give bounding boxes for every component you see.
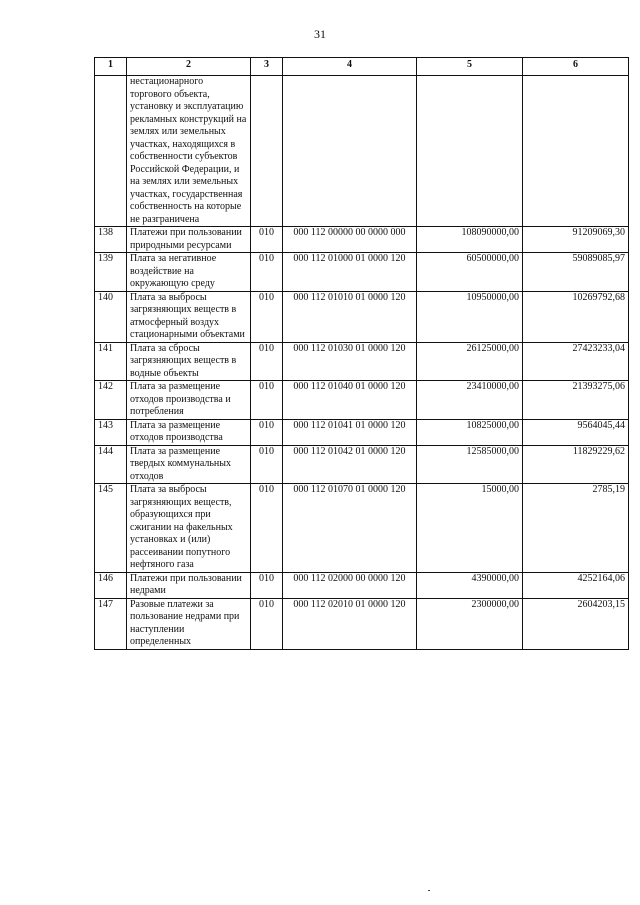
row-plan: 10950000,00 (417, 291, 523, 342)
row-fact: 21393275,06 (523, 381, 629, 420)
row-number: 140 (95, 291, 127, 342)
row-number (95, 76, 127, 227)
row-fact: 2785,19 (523, 484, 629, 573)
row-code: 010 (251, 342, 283, 381)
row-name: Плата за сбросы загрязняющих веществ в водные объекты (127, 342, 251, 381)
row-code: 010 (251, 381, 283, 420)
row-code: 010 (251, 253, 283, 292)
row-kbk: 000 112 00000 00 0000 000 (283, 227, 417, 253)
row-kbk: 000 112 01070 01 0000 120 (283, 484, 417, 573)
row-number: 146 (95, 572, 127, 598)
column-header-5: 5 (417, 58, 523, 76)
row-kbk: 000 112 01040 01 0000 120 (283, 381, 417, 420)
row-plan: 12585000,00 (417, 445, 523, 484)
table-row (95, 291, 629, 342)
row-code: 010 (251, 484, 283, 573)
table-row (95, 342, 629, 381)
row-number: 141 (95, 342, 127, 381)
row-number: 139 (95, 253, 127, 292)
table-row (95, 445, 629, 484)
row-plan: 26125000,00 (417, 342, 523, 381)
table-row (95, 381, 629, 420)
row-plan: 10825000,00 (417, 419, 523, 445)
column-header-6: 6 (523, 58, 629, 76)
budget-table (94, 57, 629, 650)
row-plan: 60500000,00 (417, 253, 523, 292)
row-code: 010 (251, 291, 283, 342)
row-kbk (283, 76, 417, 227)
row-name: Плата за размещение твердых коммунальных отходов (127, 445, 251, 484)
row-fact (523, 76, 629, 227)
row-plan: 4390000,00 (417, 572, 523, 598)
row-code: 010 (251, 419, 283, 445)
table-row (95, 572, 629, 598)
row-name: Плата за размещение отходов производства (127, 419, 251, 445)
row-fact: 11829229,62 (523, 445, 629, 484)
page-number: 31 (314, 27, 326, 41)
row-plan: 108090000,00 (417, 227, 523, 253)
row-number: 147 (95, 598, 127, 649)
row-fact: 2604203,15 (523, 598, 629, 649)
row-plan: 23410000,00 (417, 381, 523, 420)
row-plan: 2300000,00 (417, 598, 523, 649)
table-row (95, 253, 629, 292)
row-fact: 27423233,04 (523, 342, 629, 381)
row-fact: 10269792,68 (523, 291, 629, 342)
row-kbk: 000 112 01030 01 0000 120 (283, 342, 417, 381)
row-kbk: 000 112 01041 01 0000 120 (283, 419, 417, 445)
row-code (251, 76, 283, 227)
row-kbk: 000 112 02000 00 0000 120 (283, 572, 417, 598)
table-row (95, 227, 629, 253)
row-name: Разовые платежи за пользование недрами при наступлении определенных (127, 598, 251, 649)
row-number: 144 (95, 445, 127, 484)
column-header-3: 3 (251, 58, 283, 76)
row-name: Плата за выбросы загрязняющих веществ в атмосферный воздух стационарными объектами (127, 291, 251, 342)
scan-mark (428, 890, 430, 891)
row-code: 010 (251, 227, 283, 253)
header-row (95, 58, 629, 76)
row-kbk: 000 112 01010 01 0000 120 (283, 291, 417, 342)
row-fact: 9564045,44 (523, 419, 629, 445)
row-number: 142 (95, 381, 127, 420)
row-kbk: 000 112 01042 01 0000 120 (283, 445, 417, 484)
row-fact: 59089085,97 (523, 253, 629, 292)
row-code: 010 (251, 598, 283, 649)
table-row (95, 598, 629, 649)
row-number: 138 (95, 227, 127, 253)
row-plan (417, 76, 523, 227)
table-row (95, 484, 629, 573)
row-name: Плата за выбросы загрязняющих веществ, образующихся при сжигании на факельных установках и (или) рассеивании попутного нефтяного газа (127, 484, 251, 573)
table-row (95, 419, 629, 445)
row-code: 010 (251, 572, 283, 598)
row-name: Плата за размещение отходов производства и потребления (127, 381, 251, 420)
row-name: Платежи при пользовании природными ресурсами (127, 227, 251, 253)
column-header-4: 4 (283, 58, 417, 76)
row-fact: 91209069,30 (523, 227, 629, 253)
row-plan: 15000,00 (417, 484, 523, 573)
row-kbk: 000 112 01000 01 0000 120 (283, 253, 417, 292)
row-fact: 4252164,06 (523, 572, 629, 598)
row-kbk: 000 112 02010 01 0000 120 (283, 598, 417, 649)
row-number: 145 (95, 484, 127, 573)
column-header-2: 2 (127, 58, 251, 76)
row-name: Платежи при пользовании недрами (127, 572, 251, 598)
row-number: 143 (95, 419, 127, 445)
row-code: 010 (251, 445, 283, 484)
column-header-1: 1 (95, 58, 127, 76)
row-name: нестационарного торгового объекта, установку и эксплуатацию рекламных конструкций на землях или земельных участках, находящихся в собственности субъектов Российской Федерации, и на землях или земельных участках, государственная собственность на которые не разграничена (127, 76, 251, 227)
row-name: Плата за негативное воздействие на окружающую среду (127, 253, 251, 292)
table-row-continuation (95, 76, 629, 227)
